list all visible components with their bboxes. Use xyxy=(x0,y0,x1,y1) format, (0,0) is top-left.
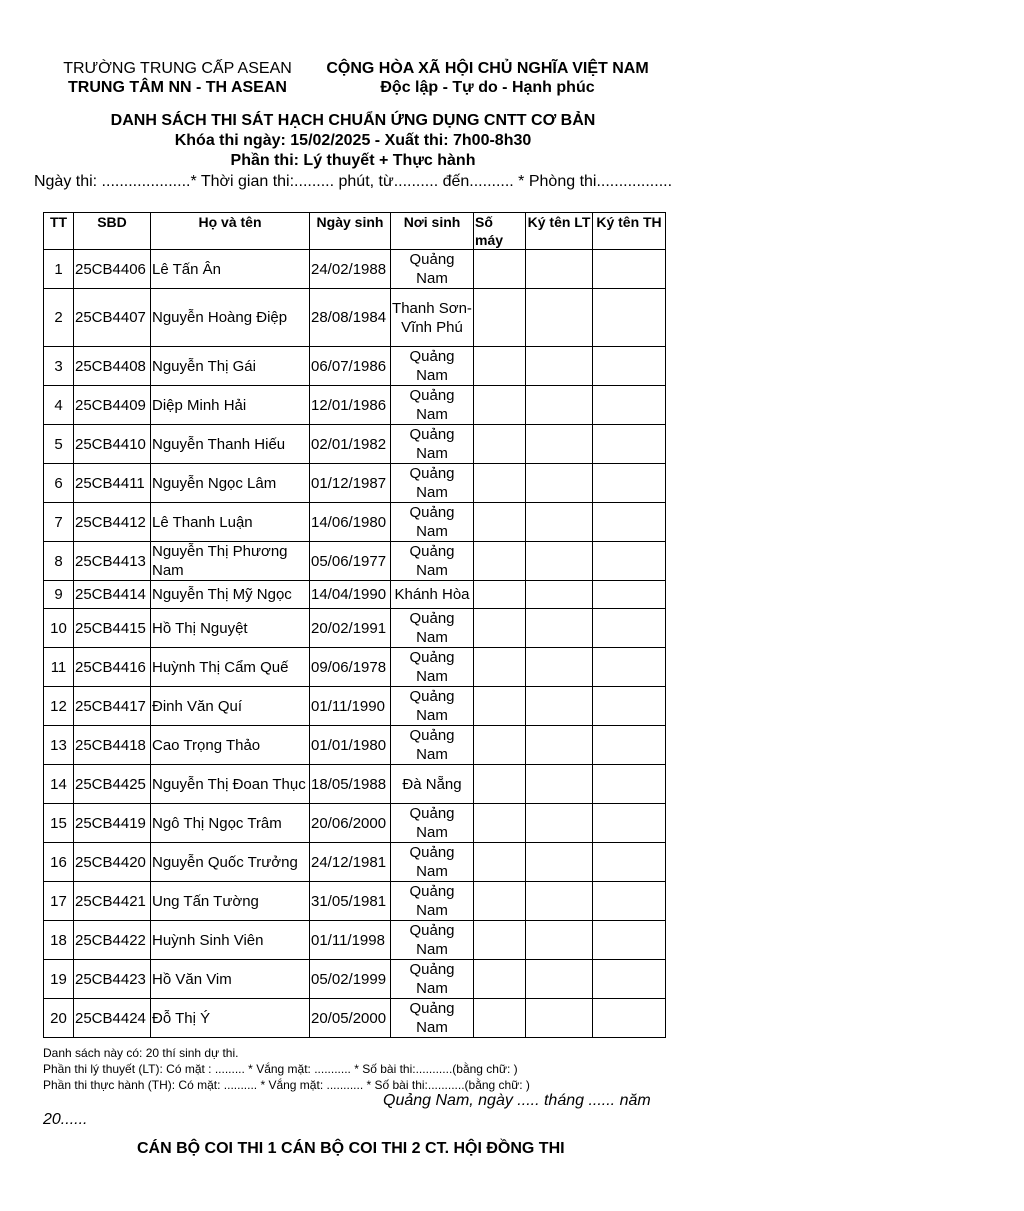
row-sbd: 25CB4425 xyxy=(74,765,151,804)
row-name: Đinh Văn Quí xyxy=(151,687,310,726)
exam-info-line: Ngày thi: ....................* Thời gian thi:......... phút, từ.......... đến.......... * Phòng thi................. xyxy=(33,173,673,190)
table-row xyxy=(44,843,666,882)
table-row xyxy=(44,999,666,1038)
row-name: Nguyễn Hoàng Điệp xyxy=(151,289,310,347)
row-tt: 18 xyxy=(44,921,74,960)
row-sign-th xyxy=(593,464,666,503)
row-sign-th xyxy=(593,347,666,386)
row-dob: 14/04/1990 xyxy=(310,581,391,609)
row-tt: 3 xyxy=(44,347,74,386)
row-name: Nguyễn Quốc Trưởng xyxy=(151,843,310,882)
row-sign-th xyxy=(593,882,666,921)
row-tt: 17 xyxy=(44,882,74,921)
row-pob: Quảng Nam xyxy=(391,843,474,882)
row-sbd: 25CB4417 xyxy=(74,687,151,726)
row-sign-th xyxy=(593,609,666,648)
row-sbd: 25CB4412 xyxy=(74,503,151,542)
row-sbd: 25CB4413 xyxy=(74,542,151,581)
row-sign-lt xyxy=(526,999,593,1038)
table-row xyxy=(44,347,666,386)
row-sign-th xyxy=(593,542,666,581)
row-pob: Quảng Nam xyxy=(391,609,474,648)
row-pob: Quảng Nam xyxy=(391,648,474,687)
row-sign-lt xyxy=(526,960,593,999)
header-sign-th: Ký tên TH xyxy=(593,213,666,250)
row-name: Huỳnh Sinh Viên xyxy=(151,921,310,960)
country-motto: Độc lập - Tự do - Hạnh phúc xyxy=(380,79,595,96)
row-sign-lt xyxy=(526,464,593,503)
table-row xyxy=(44,921,666,960)
header-dob: Ngày sinh xyxy=(310,213,391,250)
row-sign-th xyxy=(593,843,666,882)
row-tt: 5 xyxy=(44,425,74,464)
row-tt: 10 xyxy=(44,609,74,648)
row-sign-th xyxy=(593,289,666,347)
row-name: Nguyễn Thị Gái xyxy=(151,347,310,386)
row-machine xyxy=(474,960,526,999)
center-name: TRUNG TÂM NN - TH ASEAN xyxy=(68,79,287,96)
row-name: Nguyễn Thị Đoan Thục xyxy=(151,765,310,804)
row-dob: 12/01/1986 xyxy=(310,386,391,425)
row-name: Diệp Minh Hải xyxy=(151,386,310,425)
row-sign-th xyxy=(593,726,666,765)
header-name: Họ và tên xyxy=(151,213,310,250)
row-name: Lê Thanh Luận xyxy=(151,503,310,542)
row-sbd: 25CB4408 xyxy=(74,347,151,386)
row-pob: Quảng Nam xyxy=(391,921,474,960)
row-dob: 01/01/1980 xyxy=(310,726,391,765)
row-sbd: 25CB4424 xyxy=(74,999,151,1038)
row-name: Ngô Thị Ngọc Trâm xyxy=(151,804,310,843)
signature-titles: CÁN BỘ COI THI 1 CÁN BỘ COI THI 2 CT. HỘI ĐỒNG THI xyxy=(137,1140,565,1157)
row-tt: 9 xyxy=(44,581,74,609)
candidate-count: Danh sách này có: 20 thí sinh dự thi. xyxy=(43,1046,239,1060)
row-sbd: 25CB4406 xyxy=(74,250,151,289)
row-name: Nguyễn Thanh Hiếu xyxy=(151,425,310,464)
header-pob: Nơi sinh xyxy=(391,213,474,250)
table-row xyxy=(44,503,666,542)
row-sign-th xyxy=(593,250,666,289)
row-name: Đỗ Thị Ý xyxy=(151,999,310,1038)
row-sbd: 25CB4423 xyxy=(74,960,151,999)
row-sign-th xyxy=(593,999,666,1038)
row-name: Nguyễn Thị Mỹ Ngọc xyxy=(151,581,310,609)
row-pob: Đà Nẵng xyxy=(391,765,474,804)
row-tt: 14 xyxy=(44,765,74,804)
row-tt: 16 xyxy=(44,843,74,882)
table-row xyxy=(44,960,666,999)
row-pob: Quảng Nam xyxy=(391,425,474,464)
row-dob: 02/01/1982 xyxy=(310,425,391,464)
row-machine xyxy=(474,726,526,765)
row-sign-lt xyxy=(526,250,593,289)
row-sign-th xyxy=(593,804,666,843)
row-sign-th xyxy=(593,960,666,999)
row-sign-lt xyxy=(526,687,593,726)
row-pob: Quảng Nam xyxy=(391,386,474,425)
row-name: Ung Tấn Tường xyxy=(151,882,310,921)
row-pob: Khánh Hòa xyxy=(391,581,474,609)
row-sign-lt xyxy=(526,386,593,425)
row-machine xyxy=(474,999,526,1038)
row-sbd: 25CB4414 xyxy=(74,581,151,609)
table-row xyxy=(44,542,666,581)
row-sign-lt xyxy=(526,921,593,960)
school-name: TRƯỜNG TRUNG CẤP ASEAN xyxy=(63,60,292,77)
row-sbd: 25CB4418 xyxy=(74,726,151,765)
row-pob: Quảng Nam xyxy=(391,464,474,503)
row-tt: 11 xyxy=(44,648,74,687)
row-sign-lt xyxy=(526,425,593,464)
document-title: DANH SÁCH THI SÁT HẠCH CHUẨN ỨNG DỤNG CNTT CƠ BẢN xyxy=(110,112,596,129)
row-sbd: 25CB4416 xyxy=(74,648,151,687)
row-sign-th xyxy=(593,581,666,609)
place-date: Quảng Nam, ngày ..... tháng ...... năm xyxy=(383,1092,651,1109)
table-row xyxy=(44,581,666,609)
row-tt: 20 xyxy=(44,999,74,1038)
row-name: Cao Trọng Thảo xyxy=(151,726,310,765)
row-dob: 06/07/1986 xyxy=(310,347,391,386)
header-tt: TT xyxy=(44,213,74,250)
row-sign-th xyxy=(593,648,666,687)
row-sign-lt xyxy=(526,347,593,386)
row-sign-th xyxy=(593,921,666,960)
row-pob: Thanh Sơn- Vĩnh Phú xyxy=(391,289,474,347)
table-row xyxy=(44,386,666,425)
row-tt: 2 xyxy=(44,289,74,347)
table-header-row xyxy=(44,213,666,250)
row-dob: 05/02/1999 xyxy=(310,960,391,999)
table-row xyxy=(44,687,666,726)
row-dob: 20/05/2000 xyxy=(310,999,391,1038)
row-machine xyxy=(474,843,526,882)
row-sign-th xyxy=(593,425,666,464)
table-row xyxy=(44,648,666,687)
row-machine xyxy=(474,648,526,687)
row-sign-lt xyxy=(526,581,593,609)
row-pob: Quảng Nam xyxy=(391,542,474,581)
row-sign-lt xyxy=(526,289,593,347)
row-name: Nguyễn Thị Phương Nam xyxy=(151,542,310,581)
row-pob: Quảng Nam xyxy=(391,999,474,1038)
row-name: Nguyễn Ngọc Lâm xyxy=(151,464,310,503)
row-sbd: 25CB4415 xyxy=(74,609,151,648)
table-row xyxy=(44,425,666,464)
row-dob: 18/05/1988 xyxy=(310,765,391,804)
row-tt: 8 xyxy=(44,542,74,581)
row-tt: 4 xyxy=(44,386,74,425)
row-pob: Quảng Nam xyxy=(391,726,474,765)
row-machine xyxy=(474,425,526,464)
row-name: Hồ Văn Vim xyxy=(151,960,310,999)
header-sbd: SBD xyxy=(74,213,151,250)
row-sign-lt xyxy=(526,765,593,804)
row-dob: 28/08/1984 xyxy=(310,289,391,347)
row-machine xyxy=(474,386,526,425)
row-dob: 01/12/1987 xyxy=(310,464,391,503)
row-machine xyxy=(474,464,526,503)
row-name: Huỳnh Thị Cẩm Quế xyxy=(151,648,310,687)
row-sbd: 25CB4407 xyxy=(74,289,151,347)
row-machine xyxy=(474,503,526,542)
theory-attendance: Phần thi lý thuyết (LT): Có mặt : ......... * Vắng mặt: ........... * Số bài thi:...........(bằng chữ: ) xyxy=(43,1062,518,1076)
row-sbd: 25CB4422 xyxy=(74,921,151,960)
row-machine xyxy=(474,687,526,726)
exam-session: Khóa thi ngày: 15/02/2025 - Xuất thi: 7h00-8h30 xyxy=(174,132,532,149)
row-tt: 7 xyxy=(44,503,74,542)
row-sign-lt xyxy=(526,804,593,843)
row-dob: 20/06/2000 xyxy=(310,804,391,843)
row-machine xyxy=(474,250,526,289)
table-row xyxy=(44,726,666,765)
row-sbd: 25CB4409 xyxy=(74,386,151,425)
row-tt: 12 xyxy=(44,687,74,726)
row-dob: 20/02/1991 xyxy=(310,609,391,648)
row-machine xyxy=(474,542,526,581)
row-pob: Quảng Nam xyxy=(391,503,474,542)
row-dob: 24/02/1988 xyxy=(310,250,391,289)
row-sbd: 25CB4420 xyxy=(74,843,151,882)
row-dob: 01/11/1998 xyxy=(310,921,391,960)
row-machine xyxy=(474,921,526,960)
row-sign-lt xyxy=(526,726,593,765)
row-sign-lt xyxy=(526,503,593,542)
table-row xyxy=(44,609,666,648)
row-machine xyxy=(474,765,526,804)
table-row xyxy=(44,882,666,921)
row-dob: 05/06/1977 xyxy=(310,542,391,581)
row-dob: 14/06/1980 xyxy=(310,503,391,542)
practice-attendance: Phần thi thực hành (TH): Có mặt: .......... * Vắng mặt: ........... * Số bài thi:...........(bằng chữ: ) xyxy=(43,1078,530,1092)
exam-part: Phần thi: Lý thuyết + Thực hành xyxy=(230,152,476,169)
row-tt: 1 xyxy=(44,250,74,289)
row-sign-lt xyxy=(526,648,593,687)
row-tt: 6 xyxy=(44,464,74,503)
header-sign-lt: Ký tên LT xyxy=(526,213,593,250)
row-pob: Quảng Nam xyxy=(391,250,474,289)
row-sign-th xyxy=(593,687,666,726)
header-machine: Số máy xyxy=(474,213,526,250)
row-machine xyxy=(474,289,526,347)
table-row xyxy=(44,289,666,347)
row-sbd: 25CB4421 xyxy=(74,882,151,921)
row-sign-lt xyxy=(526,609,593,648)
table-row xyxy=(44,250,666,289)
row-tt: 13 xyxy=(44,726,74,765)
row-sign-lt xyxy=(526,542,593,581)
row-dob: 24/12/1981 xyxy=(310,843,391,882)
row-machine xyxy=(474,882,526,921)
row-dob: 09/06/1978 xyxy=(310,648,391,687)
row-name: Hồ Thị Nguyệt xyxy=(151,609,310,648)
row-sign-th xyxy=(593,765,666,804)
row-pob: Quảng Nam xyxy=(391,882,474,921)
row-sbd: 25CB4411 xyxy=(74,464,151,503)
table-row xyxy=(44,804,666,843)
row-tt: 19 xyxy=(44,960,74,999)
row-machine xyxy=(474,804,526,843)
row-machine xyxy=(474,581,526,609)
row-pob: Quảng Nam xyxy=(391,687,474,726)
row-machine xyxy=(474,609,526,648)
row-machine xyxy=(474,347,526,386)
row-pob: Quảng Nam xyxy=(391,960,474,999)
row-sbd: 25CB4410 xyxy=(74,425,151,464)
row-dob: 31/05/1981 xyxy=(310,882,391,921)
table-row xyxy=(44,464,666,503)
table-row xyxy=(44,765,666,804)
row-tt: 15 xyxy=(44,804,74,843)
row-dob: 01/11/1990 xyxy=(310,687,391,726)
country-name: CỘNG HÒA XÃ HỘI CHỦ NGHĨA VIỆT NAM xyxy=(326,60,649,77)
row-sbd: 25CB4419 xyxy=(74,804,151,843)
row-sign-lt xyxy=(526,882,593,921)
row-pob: Quảng Nam xyxy=(391,347,474,386)
row-sign-th xyxy=(593,503,666,542)
candidate-table xyxy=(43,212,666,1038)
place-date-year: 20...... xyxy=(43,1111,88,1128)
row-name: Lê Tấn Ân xyxy=(151,250,310,289)
row-pob: Quảng Nam xyxy=(391,804,474,843)
row-sign-th xyxy=(593,386,666,425)
row-sign-lt xyxy=(526,843,593,882)
